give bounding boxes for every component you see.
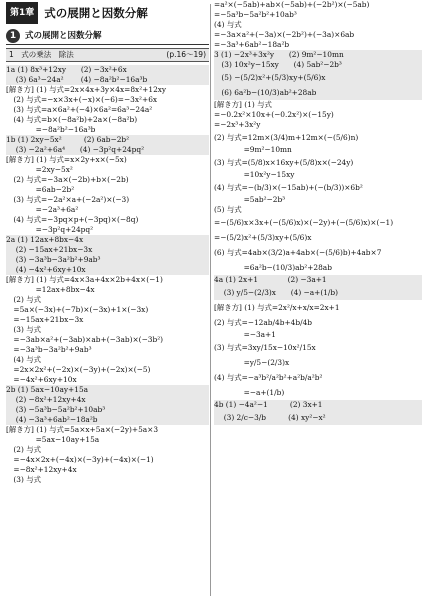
answer-line: =2xy−5x² (6, 165, 73, 174)
answer-line: =a²×(−5ab)+ab×(−5ab)+(−2b²)×(−5ab) (214, 0, 370, 9)
answer-line: (4) −4x²+6xy+10x (6, 265, 209, 275)
left-answer-lines (6, 65, 209, 485)
answer-line: =5a×(−3x)+(−7b)×(−3x)+1×(−3x) (6, 305, 149, 314)
answer-line: 3 (1) −2x³+3x²y (2) 9m²−10mn (214, 50, 422, 60)
answer-line: (2) 与式=−3a×(−2b)+b×(−2b) (6, 175, 129, 184)
answer-line: (2) 与式 (6, 295, 41, 304)
answer-line: (4) 与式 (214, 20, 242, 29)
section-title: 式の展開と因数分解 (25, 31, 102, 41)
answer-line: =−8a²b²−16a³b (6, 125, 96, 134)
answer-line: =y/5−(2/3)x (214, 358, 290, 367)
answer-line: (5) 与式 (214, 205, 242, 214)
answer-line: =5ab²−2b³ (214, 195, 286, 204)
answer-line: (3) 与式=−2a²×a+(−2a²)×(−3) (6, 195, 130, 204)
answer-line: =10x²y−15xy (214, 170, 295, 179)
right-column (214, 0, 422, 425)
left-column (6, 0, 209, 485)
answer-line: (4) 与式=−a³b²/a²b²+a²b/a²b² (214, 373, 323, 382)
answer-line: (2) 与式=−12ab/4b+4b/4b (214, 318, 312, 327)
answer-line: (2) 与式 (6, 445, 41, 454)
answer-line: (3) 与式 (6, 325, 41, 334)
answer-line: (4) 与式=−(b/3)×(−15ab)+(−(b/3))×6b² (214, 183, 363, 192)
answer-line: 2a (1) 12ax+8bx−4x (6, 235, 209, 245)
answer-line: 1a (1) 8x³+12xy (2) −3x²+6x (6, 65, 209, 75)
answer-line: (5) −(5/2)x²+(5/3)xy+(5/6)x (214, 70, 422, 85)
answer-line: =−0.2x²×10x+(−0.2x²)×(−15y) (214, 110, 334, 119)
section-number: 1 (6, 29, 20, 43)
answer-line: =−a+(1/b) (214, 388, 285, 397)
answer-line: =−(5/6)x×3x+(−(5/6)x)×(−2y)+(−(5/6)x)×(−1) (214, 218, 394, 227)
answer-line: =6ab−2b² (6, 185, 75, 194)
subsection-label: 1 式の乗法 除法 (9, 50, 74, 59)
subsection-bar (6, 48, 209, 62)
answer-line: (3) 与式=(5/8)x×16xy+(5/8)x×(−24y) (214, 158, 354, 167)
answer-line: =5ax−10ay+15a (6, 435, 100, 444)
answer-line: =−8x²+12xy+4x (6, 465, 77, 474)
answer-line: [解き方] (1) 与式=2x²/x+x/x=2x+1 (214, 303, 340, 312)
answer-line: =−3a³b−3a²b²+9ab³ (6, 345, 92, 354)
answer-line: (4) 与式=−3pq×p+(−3pq)×(−8q) (6, 215, 139, 224)
answer-line: (3) 10x²y−15xy (4) 5ab²−2b³ (214, 60, 422, 70)
answer-line: =2x×2x²+(−2x)×(−3y)+(−2x)×(−5) (6, 365, 151, 374)
answer-line: (2) −15ax+21bx−3x (6, 245, 209, 255)
answer-line: =6a²b−(10/3)ab²+28ab (214, 263, 332, 272)
section-heading (6, 28, 209, 45)
answer-line: [解き方] (1) 与式=4x×3a+4x×2b+4x×(−1) (6, 275, 163, 284)
answer-line: [解き方] (1) 与式=2x×4x+3y×4x=8x²+12xy (6, 85, 167, 94)
answer-line: =−4x×2x+(−4x)×(−3y)+(−4x)×(−1) (6, 455, 154, 464)
chapter-badge: 第1章 (6, 2, 38, 24)
chapter-header (6, 2, 209, 24)
answer-line: =−2a³+6a² (6, 205, 79, 214)
column-divider (210, 4, 211, 596)
answer-line: [解き方] (1) 与式 (214, 100, 272, 109)
answer-line: =−3a×a²+(−3a)×(−2b²)+(−3a)×6ab (214, 30, 355, 39)
answer-line: (3) 与式 (6, 475, 41, 484)
answer-line: =−3ab×a²+(−3ab)×ab+(−3ab)×(−3b²) (6, 335, 164, 344)
answer-line: (3) 6a³−24a² (4) −8a²b²−16a³b (6, 75, 209, 85)
answer-line: =−5a³b−5a²b²+10ab³ (214, 10, 297, 19)
chapter-title: 式の展開と因数分解 (44, 6, 148, 20)
answer-line: =12ax+8bx−4x (6, 285, 95, 294)
answer-line: (4) 与式 (6, 355, 41, 364)
answer-line: =−(5/2)x²+(5/3)xy+(5/6)x (214, 233, 312, 242)
answer-line: =−3a+1 (214, 330, 276, 339)
answer-line: (3) 与式=a×6a²+(−4)×6a²=6a³−24a² (6, 105, 153, 114)
answer-line: (2) 与式=−x×3x+(−x)×(−6)=−3x²+6x (6, 95, 158, 104)
answer-line: (3) y/5−(2/3)x (4) −a+(1/b) (214, 285, 422, 300)
answer-line: =−3p²q+24pq² (6, 225, 94, 234)
answer-line: (6) 与式=4ab×(3/2)a+4ab×(−(5/6)b)+4ab×7 (214, 248, 382, 257)
answer-line: =−2x³+3x²y (214, 120, 261, 129)
answer-line: (3) −5a³b−5a²b²+10ab³ (6, 405, 209, 415)
answer-line: [解き方] (1) 与式=5a×x+5a×(−2y)+5a×3 (6, 425, 159, 434)
answer-line: 4b (1) −4a²−1 (2) 3x+1 (214, 400, 422, 410)
answer-line: (2) −8x²+12xy+4x (6, 395, 209, 405)
answer-line: (2) 与式=12m×(3/4)m+12m×(−(5/6)n) (214, 133, 359, 142)
answer-line: =9m²−10mn (214, 145, 292, 154)
answer-line: (3) 2/c−3/b (4) xy²−x² (214, 410, 422, 425)
answer-line: 2b (1) 5ax−10ay+15a (6, 385, 209, 395)
answer-line: (6) 6a²b−(10/3)ab²+28ab (214, 85, 422, 100)
right-answer-lines (214, 0, 422, 425)
answer-line: (3) −3a³b−3a²b²+9ab³ (6, 255, 209, 265)
subsection-pages: (p.16〜19) (166, 50, 206, 59)
answer-line: 4a (1) 2x+1 (2) −3a+1 (214, 275, 422, 285)
answer-line: =−4x²+6xy+10x (6, 375, 77, 384)
answer-line: (3) −2a²+6a⁴ (4) −3p²q+24pq² (6, 145, 209, 155)
answer-line: =−3a³+6ab²−18a²b (214, 40, 290, 49)
answer-line: (4) −3a³+6ab²−18a²b (6, 415, 209, 425)
answer-line: (4) 与式=b×(−8a²b)+2a×(−8a²b) (6, 115, 138, 124)
answer-line: (3) 与式=3xy/15x−10x²/15x (214, 343, 316, 352)
answer-line: 1b (1) 2xy−5x² (2) 6ab−2b² (6, 135, 209, 145)
answer-line: [解き方] (1) 与式=x×2y+x×(−5x) (6, 155, 127, 164)
answer-line: =−15ax+21bx−3x (6, 315, 84, 324)
